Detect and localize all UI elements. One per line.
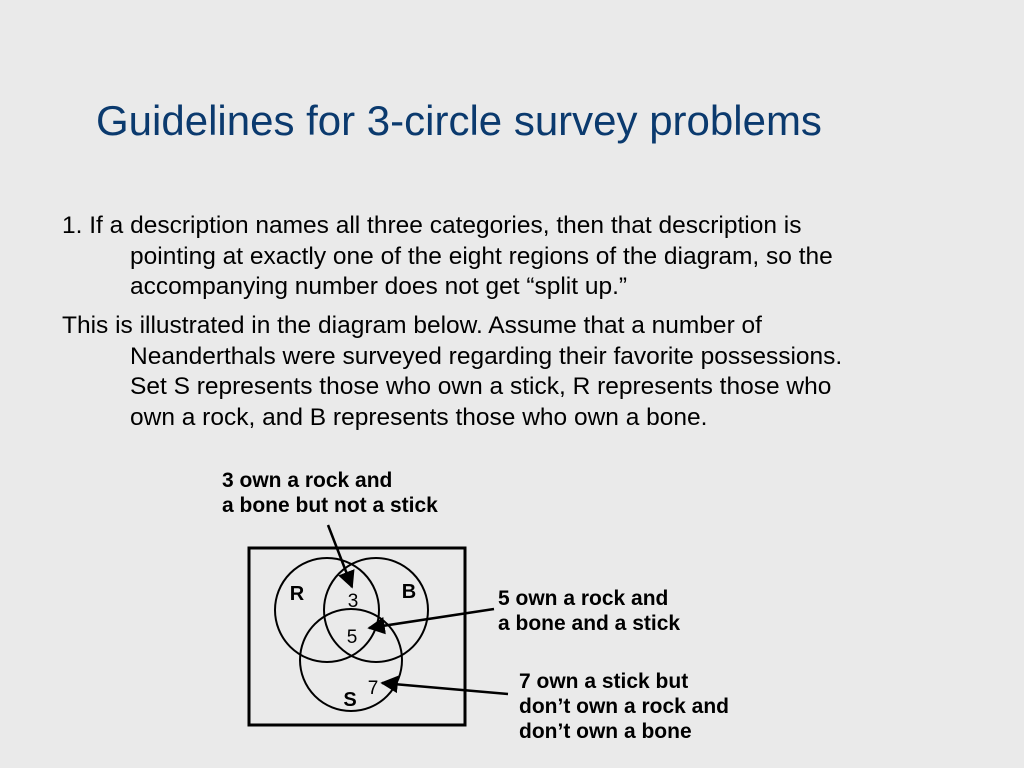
arrow-bottom (382, 683, 508, 694)
set-label-r: R (289, 583, 305, 605)
callout-line: 3 own a rock and (222, 469, 393, 492)
callout-line: 7 own a stick but (519, 670, 689, 693)
callout-line: don’t own a rock and (519, 695, 730, 718)
region-value-rbs: 5 (346, 627, 358, 648)
paragraph-line: Neanderthals were surveyed regarding their favorite possessions. (130, 342, 843, 370)
paragraph-line: own a rock, and B represents those who own a bone. (130, 403, 708, 431)
callout-line: 5 own a rock and (498, 587, 669, 610)
callout-line: a bone and a stick (498, 612, 681, 635)
callout-line: a bone but not a stick (222, 494, 438, 517)
region-value-rb-only: 3 (347, 591, 359, 612)
paragraph-line: 1. If a description names all three categories, then that description is (62, 212, 802, 239)
paragraph-line: accompanying number does not get “split up.” (130, 273, 628, 300)
set-label-b: B (401, 581, 417, 603)
paragraph-line: pointing at exactly one of the eight regions of the diagram, so the (130, 242, 833, 270)
arrow-middle (369, 609, 494, 628)
callout-line: don’t own a bone (519, 720, 692, 743)
slide-title: Guidelines for 3-circle survey problems (96, 97, 822, 144)
region-value-s-only: 7 (367, 678, 379, 699)
paragraph-line: Set S represents those who own a stick, R represents those who (130, 373, 832, 400)
paragraph-line: This is illustrated in the diagram below. Assume that a number of (62, 312, 762, 339)
arrow-top (328, 525, 352, 587)
set-label-s: S (343, 689, 357, 711)
